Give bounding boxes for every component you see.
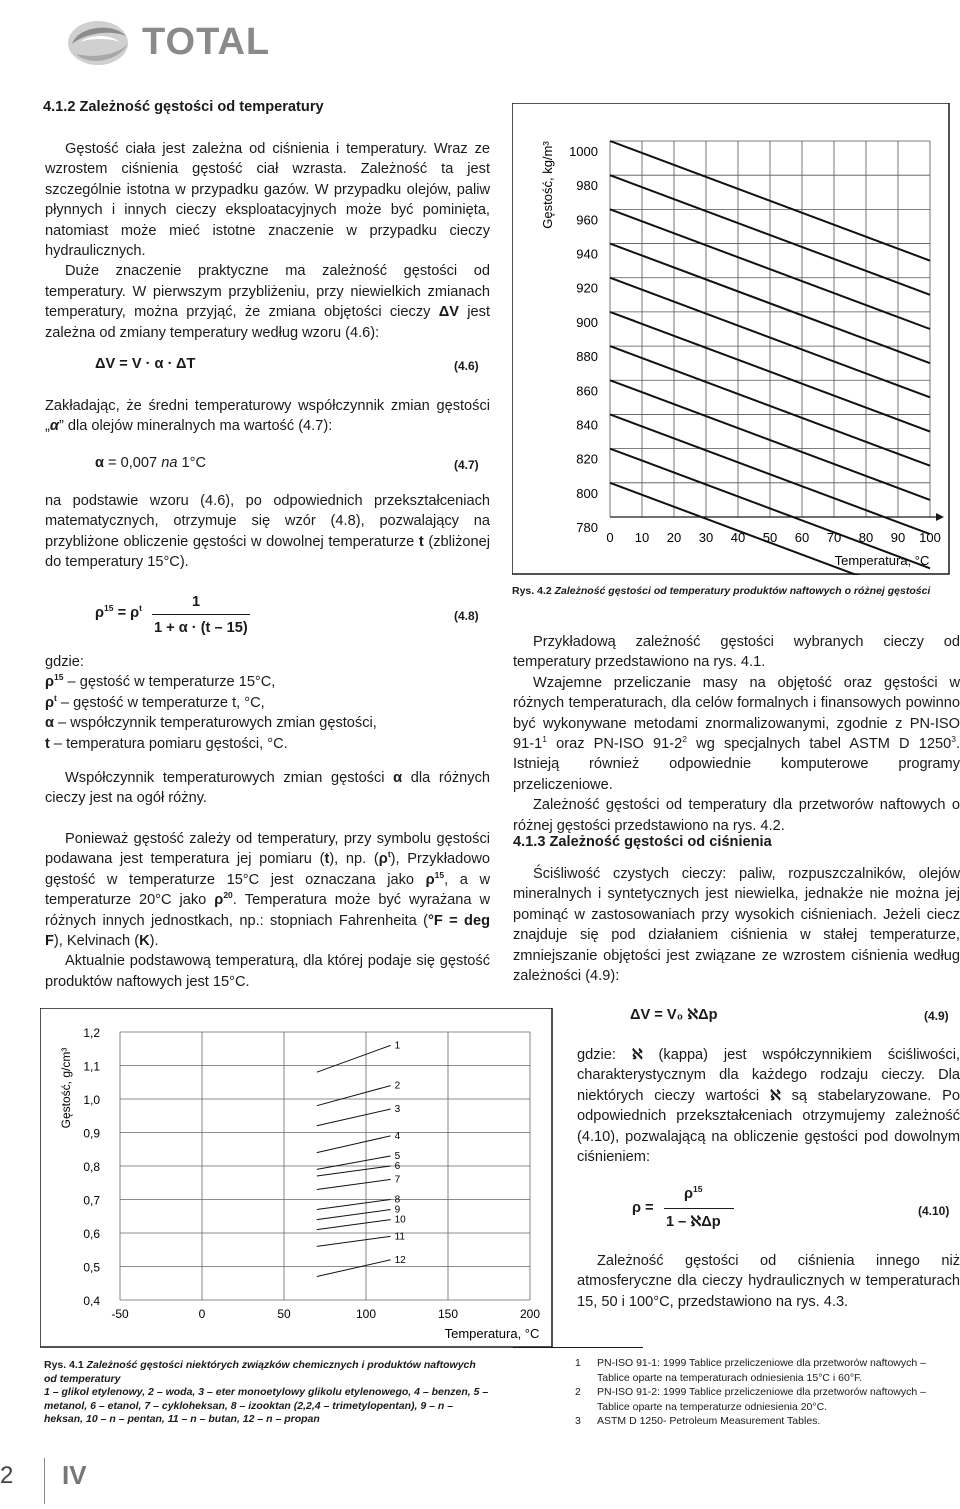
series-label: 4 [394, 1130, 401, 1142]
section-title-4-1-3: 4.1.3 Zależność gęstości od ciśnienia [513, 834, 772, 850]
equation-4-6: ΔV = V · α · ΔT [95, 356, 196, 372]
series-line [317, 1220, 391, 1230]
series-label: 5 [394, 1150, 401, 1162]
fraction-denominator: 1 + α · (t – 15) [154, 620, 248, 636]
series-label: 3 [394, 1104, 401, 1116]
equation-4-8: $\rho^{15} = \rho^t$ [95, 603, 143, 621]
brand-name: TOTAL [142, 21, 271, 63]
paragraph: Przykładową zależność gęstości wybranych cieczy od temperatury przedstawiono na rys. 4.1. [513, 634, 960, 671]
paragraph: Ponieważ gęstość zależy od temperatury, przy symbolu gęstości podawana jest temperatura jej pomiaru (t), np. $(\rho^t)$, Przykładowo gęstość w temperaturze 15°C jest oznaczana jako $\rho^{15}$, a w temperaturze 20°C jako $\rho^{20}$. Temperatura może być wyrażana w różnych innych jednostkach, np.: stopniach Fahrenheita (°F = deg F), Kelvinach (K). [45, 831, 491, 950]
chart-density-vs-temperature-petroleum [512, 103, 950, 575]
footer-divider [44, 1458, 45, 1504]
y-tick-label: 860 [576, 383, 598, 399]
page-number: 2 [0, 1462, 14, 1489]
equation-4-10-lhs: ρ = [632, 1200, 654, 1216]
fraction-bar [152, 614, 250, 615]
y-tick-label: 840 [576, 417, 598, 433]
fraction-numerator: 1 [192, 594, 201, 610]
paragraph: Zakładając, że średni temperaturowy współczynnik zmian gęstości „α” dla olejów mineralnych ma wartość (4.7): [45, 398, 490, 435]
equation-number: (4.10) [918, 1204, 950, 1218]
series-line [317, 1179, 391, 1189]
x-tick-label: 60 [794, 530, 810, 545]
y-axis-label: Gęstość, kg/m³ [540, 141, 555, 229]
x-tick-label: 20 [666, 530, 682, 545]
y-tick-label: 820 [576, 451, 598, 467]
series-line [317, 1200, 391, 1210]
caption-fig-4-2: Rys. 4.2 Zależność gęstości od temperatury produktów naftowych o różnej gęstości [512, 585, 931, 597]
footnote: 1 PN-ISO 91-1: 1999 Tablice przeliczeniowe dla przetworów naftowych – Tablice oparte na temperaturach odniesienia 15°C i 60°F. [575, 1357, 926, 1384]
caption-fig-4-1 [44, 1359, 489, 1427]
paragraph: Ściśliwość czystych cieczy: paliw, rozpuszczalników, olejów mineralnych i syntetycznych jest niewielka, jednakże nie można jej pominąć w zastosowaniach przy wysokich ciśnieniach. Jeżeli ciecz znajduje się pod działaniem ciśnienia w stałej temperaturze, zmniejszanie objętości jest związane ze wzrostem ciśnienia według zależności (4.9): [513, 866, 960, 985]
series-label: 2 [394, 1080, 401, 1092]
gdzie-label: gdzie: [45, 654, 84, 670]
series-line [317, 1260, 391, 1277]
chart-density-vs-temperature-compounds [40, 1008, 553, 1348]
y-tick-label: 920 [576, 280, 598, 296]
equation-number: (4.6) [454, 359, 479, 373]
right-text-block-1 [513, 632, 960, 836]
y-tick-label: 880 [576, 349, 598, 365]
y-tick-label: 960 [576, 212, 598, 228]
series-label: 1 [394, 1040, 401, 1052]
left-text-block-2 [45, 396, 490, 437]
y-tick-label: 0,7 [83, 1193, 100, 1208]
definition-item: t – temperatura pomiaru gęstości, °C. [45, 735, 288, 752]
chapter-label: IV [62, 1460, 87, 1490]
fraction-denominator: 1 – ℵΔp [666, 1214, 721, 1230]
series-line [317, 1086, 391, 1106]
paragraph: Aktualnie podstawową temperaturą, dla której podaje się gęstość produktów naftowych jest 15°C. [45, 953, 490, 990]
y-tick-label: 1000 [569, 144, 598, 159]
x-tick-label: 150 [437, 1307, 459, 1321]
paragraph: Zależność gęstości od temperatury dla przetworów naftowych o różnej gęstości przedstawiono na rys. 4.2. [513, 797, 960, 834]
series-label: 10 [394, 1214, 406, 1226]
equation-number: (4.9) [924, 1009, 949, 1023]
footnote-rule [513, 1347, 643, 1348]
y-tick-label: 940 [576, 246, 598, 262]
paragraph: Gęstość ciała jest zależna od ciśnienia i temperatury. Wraz ze wzrostem ciśnienia gęstość ciał wzrasta. Zależność ta jest szczególnie istotna w przypadku gazów. W przypadku olejów, paliw płynnych i innych cieczy eksploatacyjnych może być pominięta, natomiast może mieć istotne znaczenie w przypadku cieczy hydraulicznych. [45, 141, 490, 260]
footnote: 3 ASTM D 1250- Petroleum Measurement Tables. [575, 1415, 821, 1427]
x-tick-label: 50 [277, 1307, 291, 1321]
series-line [317, 1045, 391, 1072]
equation-number: (4.7) [454, 458, 479, 472]
fraction-numerator: $\rho^{15}$ [684, 1184, 703, 1202]
series-line [317, 1109, 391, 1126]
caption-legend: 1 – glikol etylenowy, 2 – woda, 3 – eter monoetylowy glikolu etylenowego, 4 – benzen, 5 – metanol, 6 – etanol, 7 – cykloheksan, 8 – izooktan (2,2,4 – trimetylopentan), 9 – n – heksan, 10 – n – pentan, 11 – n – butan, 12 – n – propan [44, 1386, 489, 1425]
x-axis-label: Temperatura, °C [834, 553, 930, 568]
left-text-block-4 [45, 768, 490, 809]
x-axis-label: Temperatura, °C [444, 1326, 540, 1341]
series-label: 11 [394, 1231, 405, 1243]
left-text-block-3 [45, 491, 490, 573]
left-text-block-1 [45, 139, 490, 343]
y-tick-label: 0,9 [83, 1126, 100, 1141]
series-label: 12 [394, 1254, 406, 1266]
x-axis-arrow-icon [936, 513, 944, 521]
paragraph: gdzie: ℵ (kappa) jest współczynnikiem ściśliwości, charakterystycznym dla każdego rodzaju cieczy. Dla niektórych cieczy wartości ℵ są stabelaryzowane. Po odpowiednich przekształceniach otrzymujemy zależność (4.10), pozwalającą na obliczenie gęstości pod dowolnym ciśnieniem: [577, 1047, 960, 1166]
footnotes [575, 1356, 960, 1429]
x-tick-label: 200 [519, 1307, 541, 1321]
y-tick-label: 780 [576, 520, 598, 535]
y-axis-label: Gęstość, g/cm³ [59, 1047, 73, 1129]
x-tick-label: 100 [919, 530, 941, 545]
equation-4-9: ΔV = V₀ ℵΔp [630, 1007, 718, 1023]
series-label: 6 [394, 1161, 401, 1172]
left-text-block-5 [45, 829, 490, 992]
paragraph: Wzajemne przeliczanie masy na objętość oraz gęstości w różnych temperaturach, dla celów formalnych i finansowych powinno być wykonywane metodami znormalizowanymi, zgodnie z PN-ISO $91-1^1$ oraz PN-ISO $91-2^2$ wg specjalnych tabel ASTM D 1250$^3$. Istnieją również odpowiednie komputerowe programy przeliczeniowe. [513, 674, 960, 793]
paragraph: na podstawie wzoru (4.6), po odpowiednich przekształceniach matematycznych, otrzymuje się wzór (4.8), pozwalający na przybliżone obliczenie gęstości w dowolnej temperaturze t (zbliżonej do temperatury 15°C). [45, 493, 490, 571]
paragraph: Współczynnik temperaturowych zmian gęstości α dla różnych cieczy jest na ogół różny. [45, 770, 491, 807]
right-text-block-2 [513, 864, 960, 986]
chart-frame [40, 1008, 552, 1347]
y-tick-label: 980 [576, 178, 598, 194]
series-label: 9 [394, 1204, 401, 1216]
right-text-block-4 [577, 1251, 960, 1312]
x-tick-label: 100 [355, 1307, 377, 1321]
equation-number: (4.8) [454, 609, 479, 623]
definition-item: $\rho^t$ – gęstość w temperaturze t, °C, [45, 692, 265, 711]
x-tick-label: 50 [762, 530, 778, 545]
series-label: 7 [394, 1174, 401, 1186]
x-tick-label: 80 [858, 530, 874, 545]
section-title: 4.1.2 Zależność gęstości od temperatury [43, 99, 324, 115]
right-text-block-3 [577, 1045, 960, 1167]
fraction-bar [664, 1208, 734, 1209]
x-tick-label: 70 [826, 530, 842, 545]
series-line [317, 1136, 391, 1153]
y-tick-label: 1,0 [83, 1093, 100, 1107]
x-tick-label: 40 [730, 530, 746, 545]
definition-item: $\rho^{15}$ – gęstość w temperaturze 15°C, [45, 672, 276, 691]
y-tick-label: 900 [576, 314, 598, 330]
y-tick-label: 0,6 [83, 1227, 100, 1241]
x-tick-label: 0 [198, 1307, 206, 1321]
x-tick-label: 10 [634, 530, 650, 545]
y-tick-label: 0,5 [83, 1260, 100, 1275]
y-tick-label: 0,8 [83, 1160, 100, 1174]
x-tick-label: 90 [890, 530, 906, 545]
definition-item: α – współczynnik temperaturowych zmian gęstości, [45, 715, 377, 732]
x-tick-label: 30 [698, 530, 714, 545]
y-tick-label: 1,2 [83, 1026, 100, 1040]
chart-frame [512, 103, 949, 574]
series-line [317, 1210, 391, 1220]
x-tick-label: -50 [111, 1307, 129, 1321]
series-label: 8 [394, 1194, 401, 1206]
equation-4-7: α = 0,007 na 1°C [95, 455, 206, 471]
y-tick-label: 800 [576, 485, 598, 501]
header-logo [58, 14, 278, 70]
paragraph: Zależność gęstości od ciśnienia innego niż atmosferyczne dla cieczy hydraulicznych w temperaturach 15, 50 i 100°C, przedstawiono na rys. 4.3. [577, 1253, 960, 1310]
series-line [317, 1236, 391, 1246]
x-tick-label: 0 [606, 530, 614, 545]
paragraph: Duże znaczenie praktyczne ma zależność gęstości od temperatury. W pierwszym przybliżeniu, przy niewielkich zmianach temperatury, można przyjąć, że zmiana objętości cieczy ΔV jest zależna od zmiany temperatury według wzoru (4.6): [45, 263, 491, 341]
definitions [45, 652, 490, 754]
footnote: 2 PN-ISO 91-2: 1999 Tablice przeliczeniowe dla przetworów naftowych – Tablice oparte na temperaturze odniesienia 20°C. [575, 1386, 926, 1413]
caption-title: Rys. 4.1 Zależność gęstości niektórych związków chemicznych i produktów naftowych od temperatury [44, 1359, 476, 1385]
y-tick-label: 1,1 [83, 1059, 100, 1074]
total-logo-icon [58, 14, 148, 70]
y-tick-label: 0,4 [83, 1294, 100, 1308]
